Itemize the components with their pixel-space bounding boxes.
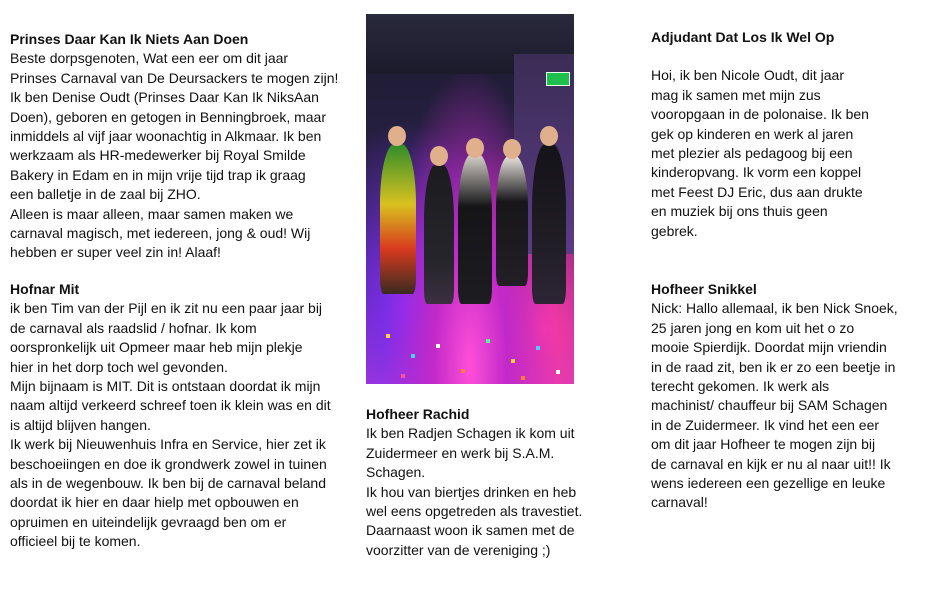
confetti <box>511 359 515 363</box>
confetti <box>386 334 390 338</box>
person-4 <box>496 156 528 286</box>
person-head <box>540 126 558 146</box>
person-head <box>388 126 406 146</box>
person-2 <box>424 164 454 304</box>
section-body: Hoi, ik ben Nicole Oudt, dit jaar mag ik samen met mijn zus vooropgaan in de polonaise. Ik ben gek op kinderen en werk al jaren met plezier als pedagoog bij een kinderopvang. Ik vorm een koppel met Feest DJ Eric, dus aan drukte en muziek bij ons thuis geen gebrek. <box>651 67 869 239</box>
section-body: Ik ben Radjen Schagen ik kom uit Zuidermeer en werk bij S.A.M. Schagen. Ik hou van biertjes drinken en heb wel eens opgetreden als travestiet. Daarnaast woon ik samen met de voorzitter van de vereniging ;) <box>366 425 583 558</box>
person-head <box>430 146 448 166</box>
confetti <box>521 376 525 380</box>
confetti <box>536 346 540 350</box>
confetti <box>486 339 490 343</box>
section-adjudant <box>651 28 901 241</box>
confetti <box>461 369 465 373</box>
section-body: Beste dorpsgenoten, Wat een eer om dit jaar Prinses Carnaval van De Deursackers te mogen zijn! Ik ben Denise Oudt (Prinses Daar Kan Ik NiksAan Doen), geboren en getogen in Benningbroek, maar inmiddels al vijf jaar woonachtig in Alkmaar. Ik ben werkzaam als HR-medewerker bij Royal Smilde Bakery in Edam en in mijn vrije tijd trap ik graag een balletje in de zaal bij ZHO. Alleen is maar alleen, maar samen maken we carnaval magisch, met iedereen, jong & oud! Wij hebben er super veel zin in! Alaaf! <box>10 50 339 261</box>
section-hofnar <box>10 280 360 552</box>
section-body: Nick: Hallo allemaal, ik ben Nick Snoek, 25 jaren jong en kom uit het o zo mooie Spierdijk. Doordat mijn vriendin in de raad zit, ben ik er zo een beetje in terecht gekomen. Ik werk als machinist/ chauffeur bij SAM Schagen in de Zuidermeer. Ik vind het een eer om dit jaar Hofheer te mogen zijn bij de carnaval en kijk er nu al naar uit!! Ik wens iedereen een gezellige en leuke carnaval! <box>651 300 898 511</box>
person-5 <box>532 144 566 304</box>
group-photo <box>366 14 574 384</box>
person-jester <box>380 144 416 294</box>
person-head <box>466 138 484 158</box>
section-prinses <box>10 30 360 263</box>
section-title: Hofnar Mit <box>10 281 80 297</box>
section-snikkel <box>651 280 916 513</box>
exit-sign-icon <box>546 72 570 86</box>
confetti <box>411 354 415 358</box>
confetti <box>436 344 440 348</box>
confetti <box>401 374 405 378</box>
confetti <box>556 370 560 374</box>
section-title: Adjudant Dat Los Ik Wel Op <box>651 29 835 45</box>
person-3 <box>458 154 492 304</box>
section-body: ik ben Tim van der Pijl en ik zit nu een paar jaar bij de carnaval als raadslid / hofnar. Ik kom oorspronkelijk uit Opmeer maar heb mijn plekje hier in het dorp toch wel gevonden. Mijn bijnaam is MIT. Dit is ontstaan doordat ik mijn naam altijd verkeerd schreef toen ik klein was en dit is altijd blijven hangen. Ik werk bij Nieuwenhuis Infra en Service, hier zet ik beschoeiingen en doe ik grondwerk zowel in tuinen als in de wegenbouw. Ik ben bij de carnaval beland doordat ik hier en daar hielp met opbouwen en opruimen en uiteindelijk gevraagd ben om er officieel bij te komen. <box>10 300 331 550</box>
section-title: Prinses Daar Kan Ik Niets Aan Doen <box>10 31 249 47</box>
section-rachid <box>366 405 606 560</box>
section-title: Hofheer Rachid <box>366 406 470 422</box>
section-title: Hofheer Snikkel <box>651 281 757 297</box>
person-head <box>503 139 521 159</box>
